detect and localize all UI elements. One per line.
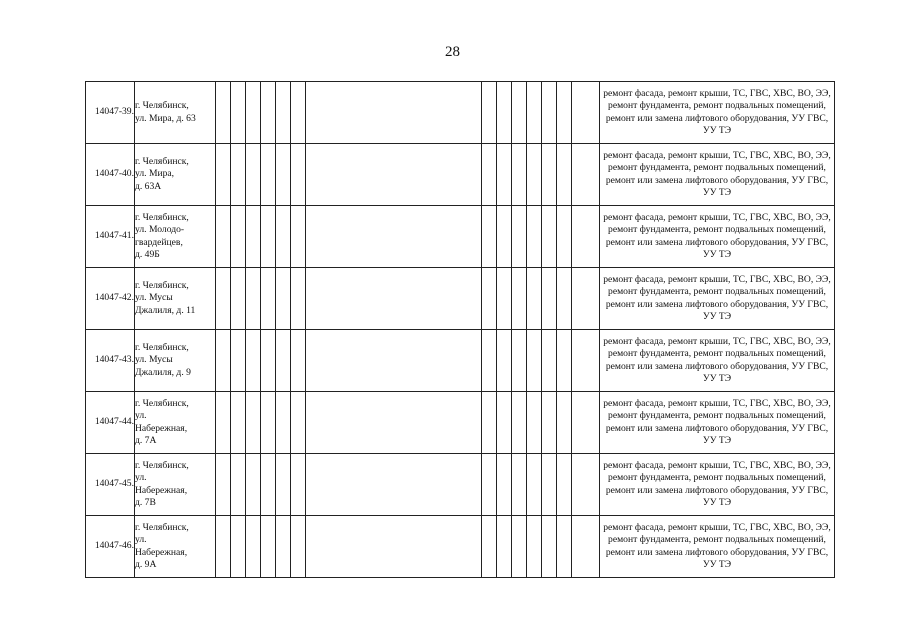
page-number: 28	[445, 44, 460, 60]
empty-narrow-cell	[276, 144, 291, 206]
empty-narrow-cell	[246, 82, 261, 144]
address-line: г. Челябинск,	[135, 521, 189, 533]
empty-narrow-cell	[557, 144, 572, 206]
empty-narrow-cell	[231, 516, 246, 578]
empty-narrow-cell	[482, 454, 497, 516]
empty-wide-cell	[306, 516, 482, 578]
address-line: гвардейцев,	[135, 236, 183, 248]
empty-narrow-cell	[291, 144, 306, 206]
empty-narrow-cell	[261, 82, 276, 144]
empty-narrow-cell	[512, 330, 527, 392]
empty-narrow-cell	[216, 454, 231, 516]
empty-narrow-cell	[572, 330, 600, 392]
empty-narrow-cell	[572, 516, 600, 578]
empty-narrow-cell	[276, 268, 291, 330]
empty-wide-cell	[306, 82, 482, 144]
address-line: г. Челябинск,	[135, 100, 189, 112]
address-line: д. 49Б	[135, 248, 160, 260]
empty-narrow-cell	[216, 206, 231, 268]
empty-wide-cell	[306, 144, 482, 206]
empty-narrow-cell	[231, 268, 246, 330]
empty-narrow-cell	[231, 206, 246, 268]
empty-narrow-cell	[246, 144, 261, 206]
row-number-cell: 14047-43.	[86, 330, 135, 392]
table-row	[86, 392, 835, 454]
empty-narrow-cell	[542, 268, 557, 330]
empty-narrow-cell	[246, 392, 261, 454]
empty-wide-cell	[306, 330, 482, 392]
empty-narrow-cell	[542, 516, 557, 578]
empty-narrow-cell	[231, 144, 246, 206]
empty-narrow-cell	[557, 206, 572, 268]
repair-register-table	[85, 81, 835, 578]
empty-narrow-cell	[482, 206, 497, 268]
empty-narrow-cell	[527, 454, 542, 516]
empty-narrow-cell	[231, 82, 246, 144]
empty-narrow-cell	[482, 268, 497, 330]
works-list-cell: ремонт фасада, ремонт крыши, ТС, ГВС, ХВС, ВО, ЭЭ, ремонт фундамента, ремонт подвальных помещений, ремонт или замена лифтового оборудования, УУ ГВС, УУ ТЭ	[600, 144, 835, 206]
empty-narrow-cell	[512, 454, 527, 516]
empty-narrow-cell	[542, 330, 557, 392]
empty-narrow-cell	[261, 330, 276, 392]
works-list-cell: ремонт фасада, ремонт крыши, ТС, ГВС, ХВС, ВО, ЭЭ, ремонт фундамента, ремонт подвальных помещений, ремонт или замена лифтового оборудования, УУ ГВС, УУ ТЭ	[600, 392, 835, 454]
table-row	[86, 206, 835, 268]
address-line: ул.	[135, 534, 147, 546]
address-line: д. 7В	[135, 496, 156, 508]
empty-wide-cell	[306, 268, 482, 330]
empty-narrow-cell	[276, 392, 291, 454]
address-line: Джалиля, д. 11	[135, 304, 196, 316]
empty-narrow-cell	[246, 206, 261, 268]
empty-narrow-cell	[482, 392, 497, 454]
row-number-cell: 14047-41.	[86, 206, 135, 268]
empty-narrow-cell	[512, 268, 527, 330]
row-number-cell: 14047-42.	[86, 268, 135, 330]
empty-narrow-cell	[527, 392, 542, 454]
row-number-cell: 14047-39.	[86, 82, 135, 144]
address-line: Джалиля, д. 9	[135, 366, 191, 378]
empty-narrow-cell	[557, 82, 572, 144]
empty-narrow-cell	[261, 268, 276, 330]
empty-narrow-cell	[482, 330, 497, 392]
table-row	[86, 268, 835, 330]
empty-narrow-cell	[276, 516, 291, 578]
address-line: ул. Молодо-	[135, 224, 185, 236]
empty-narrow-cell	[497, 206, 512, 268]
address-cell	[135, 454, 216, 516]
row-number-cell: 14047-44.	[86, 392, 135, 454]
empty-narrow-cell	[527, 144, 542, 206]
address-line: д. 9А	[135, 558, 157, 570]
empty-narrow-cell	[512, 516, 527, 578]
empty-narrow-cell	[557, 392, 572, 454]
empty-narrow-cell	[572, 82, 600, 144]
empty-narrow-cell	[291, 330, 306, 392]
empty-narrow-cell	[557, 268, 572, 330]
address-line: г. Челябинск,	[135, 279, 189, 291]
empty-narrow-cell	[497, 268, 512, 330]
empty-narrow-cell	[261, 454, 276, 516]
empty-narrow-cell	[291, 516, 306, 578]
empty-narrow-cell	[231, 454, 246, 516]
address-line: г. Челябинск,	[135, 211, 189, 223]
empty-narrow-cell	[497, 144, 512, 206]
address-line: г. Челябинск,	[135, 155, 189, 167]
empty-narrow-cell	[276, 454, 291, 516]
empty-narrow-cell	[527, 82, 542, 144]
empty-narrow-cell	[542, 206, 557, 268]
address-line: д. 7А	[135, 434, 157, 446]
address-line: г. Челябинск,	[135, 459, 189, 471]
empty-narrow-cell	[497, 82, 512, 144]
empty-narrow-cell	[497, 516, 512, 578]
row-number-cell: 14047-45.	[86, 454, 135, 516]
empty-narrow-cell	[542, 392, 557, 454]
address-line: ул.	[135, 472, 147, 484]
empty-narrow-cell	[482, 144, 497, 206]
empty-narrow-cell	[246, 330, 261, 392]
empty-narrow-cell	[512, 144, 527, 206]
address-cell	[135, 516, 216, 578]
empty-narrow-cell	[572, 206, 600, 268]
empty-narrow-cell	[512, 392, 527, 454]
address-cell	[135, 82, 216, 144]
address-line: ул. Мусы	[135, 292, 173, 304]
empty-narrow-cell	[542, 82, 557, 144]
works-list-cell: ремонт фасада, ремонт крыши, ТС, ГВС, ХВС, ВО, ЭЭ, ремонт фундамента, ремонт подвальных помещений, ремонт или замена лифтового оборудования, УУ ГВС, УУ ТЭ	[600, 454, 835, 516]
empty-narrow-cell	[216, 82, 231, 144]
address-line: д. 63А	[135, 180, 162, 192]
empty-narrow-cell	[542, 454, 557, 516]
empty-narrow-cell	[246, 268, 261, 330]
row-number-cell: 14047-46.	[86, 516, 135, 578]
address-line: Набережная,	[135, 546, 188, 558]
address-cell	[135, 206, 216, 268]
empty-narrow-cell	[482, 82, 497, 144]
empty-wide-cell	[306, 392, 482, 454]
empty-narrow-cell	[572, 392, 600, 454]
address-cell	[135, 330, 216, 392]
empty-narrow-cell	[216, 330, 231, 392]
table-row	[86, 330, 835, 392]
works-list-cell: ремонт фасада, ремонт крыши, ТС, ГВС, ХВС, ВО, ЭЭ, ремонт фундамента, ремонт подвальных помещений, ремонт или замена лифтового оборудования, УУ ГВС, УУ ТЭ	[600, 330, 835, 392]
empty-narrow-cell	[246, 516, 261, 578]
empty-narrow-cell	[261, 516, 276, 578]
empty-narrow-cell	[497, 330, 512, 392]
empty-narrow-cell	[512, 82, 527, 144]
row-number-cell: 14047-40.	[86, 144, 135, 206]
empty-narrow-cell	[246, 454, 261, 516]
empty-narrow-cell	[216, 392, 231, 454]
table-row	[86, 144, 835, 206]
address-line: ул. Мусы	[135, 354, 173, 366]
address-line: ул.	[135, 410, 147, 422]
empty-narrow-cell	[291, 454, 306, 516]
empty-narrow-cell	[572, 268, 600, 330]
empty-narrow-cell	[542, 144, 557, 206]
empty-narrow-cell	[291, 206, 306, 268]
empty-narrow-cell	[216, 516, 231, 578]
empty-narrow-cell	[276, 330, 291, 392]
address-line: Набережная,	[135, 422, 188, 434]
empty-narrow-cell	[482, 516, 497, 578]
empty-narrow-cell	[527, 330, 542, 392]
works-list-cell: ремонт фасада, ремонт крыши, ТС, ГВС, ХВС, ВО, ЭЭ, ремонт фундамента, ремонт подвальных помещений, ремонт или замена лифтового оборудования, УУ ГВС, УУ ТЭ	[600, 516, 835, 578]
address-line: Набережная,	[135, 484, 188, 496]
empty-narrow-cell	[512, 206, 527, 268]
table-row	[86, 516, 835, 578]
address-line: ул. Мира,	[135, 168, 175, 180]
empty-narrow-cell	[527, 268, 542, 330]
empty-narrow-cell	[261, 206, 276, 268]
empty-narrow-cell	[276, 206, 291, 268]
empty-wide-cell	[306, 454, 482, 516]
empty-narrow-cell	[231, 392, 246, 454]
empty-narrow-cell	[231, 330, 246, 392]
table-row	[86, 454, 835, 516]
address-cell	[135, 268, 216, 330]
empty-narrow-cell	[557, 330, 572, 392]
works-list-cell: ремонт фасада, ремонт крыши, ТС, ГВС, ХВС, ВО, ЭЭ, ремонт фундамента, ремонт подвальных помещений, ремонт или замена лифтового оборудования, УУ ГВС, УУ ТЭ	[600, 206, 835, 268]
empty-narrow-cell	[216, 144, 231, 206]
address-cell	[135, 392, 216, 454]
empty-narrow-cell	[261, 144, 276, 206]
empty-narrow-cell	[527, 206, 542, 268]
table-row	[86, 82, 835, 144]
empty-narrow-cell	[557, 516, 572, 578]
address-line: г. Челябинск,	[135, 341, 189, 353]
works-list-cell: ремонт фасада, ремонт крыши, ТС, ГВС, ХВС, ВО, ЭЭ, ремонт фундамента, ремонт подвальных помещений, ремонт или замена лифтового оборудования, УУ ГВС, УУ ТЭ	[600, 82, 835, 144]
empty-narrow-cell	[497, 454, 512, 516]
address-line: ул. Мира, д. 63	[135, 112, 196, 124]
address-cell	[135, 144, 216, 206]
empty-narrow-cell	[291, 268, 306, 330]
empty-wide-cell	[306, 206, 482, 268]
empty-narrow-cell	[291, 82, 306, 144]
empty-narrow-cell	[557, 454, 572, 516]
empty-narrow-cell	[291, 392, 306, 454]
empty-narrow-cell	[527, 516, 542, 578]
empty-narrow-cell	[572, 144, 600, 206]
address-line: г. Челябинск,	[135, 397, 189, 409]
empty-narrow-cell	[497, 392, 512, 454]
empty-narrow-cell	[572, 454, 600, 516]
works-list-cell: ремонт фасада, ремонт крыши, ТС, ГВС, ХВС, ВО, ЭЭ, ремонт фундамента, ремонт подвальных помещений, ремонт или замена лифтового оборудования, УУ ГВС, УУ ТЭ	[600, 268, 835, 330]
empty-narrow-cell	[261, 392, 276, 454]
empty-narrow-cell	[276, 82, 291, 144]
empty-narrow-cell	[216, 268, 231, 330]
